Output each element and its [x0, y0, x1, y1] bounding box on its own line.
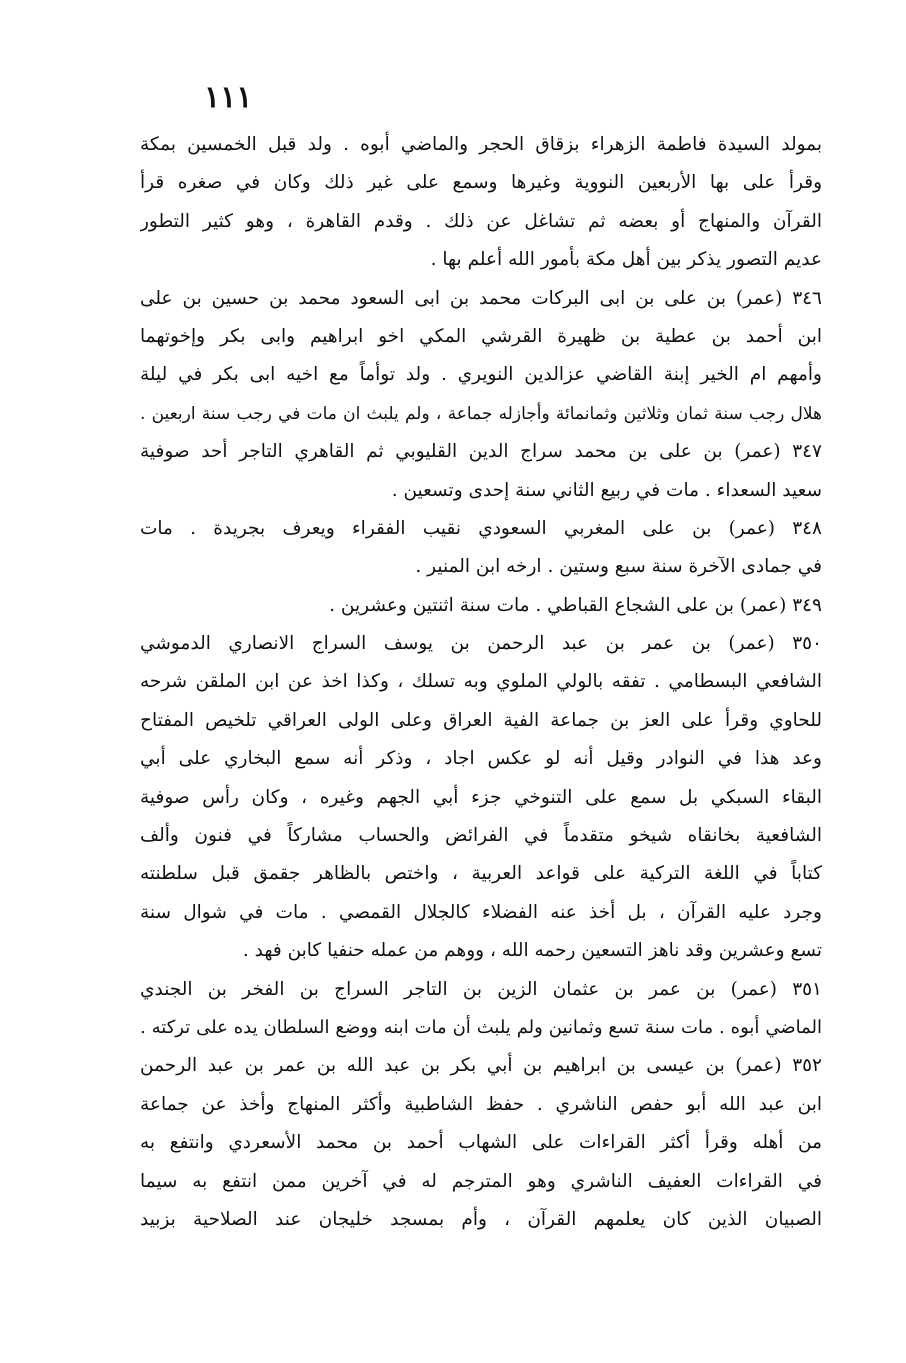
- text-line: الماضي أبوه . مات سنة تسع وثمانين ولم يلبث أن مات ابنه ووضع السلطان يده على تركته .: [140, 1016, 822, 1038]
- text-line: وعد هذا في النوادر وقيل أنه لو عكس اجاد ، وذكر أنه سمع البخاري على أبي: [140, 748, 822, 770]
- text-line: الشافعية بخانقاه شيخو متقدماً في الفرائض والحساب مشاركاً في فنون وألف: [140, 825, 822, 847]
- text-line: تسع وعشرين وقد ناهز التسعين رحمه الله ، ووهم من عمله حنفيا كابن فهد .: [242, 940, 822, 962]
- text-line: ٣٥٠ (عمر) بن عمر بن عبد الرحمن بن يوسف السراج الانصاري الدموشي: [140, 633, 822, 655]
- text-line: في جمادى الآخرة سنة سبع وستين . ارخه ابن المنير .: [415, 556, 822, 578]
- text-line: ابن أحمد بن عطية بن ظهيرة القرشي المكي اخو ابراهيم وابى بكر وإخوتهما: [140, 325, 822, 347]
- text-line: بمولد السيدة فاطمة الزهراء بزقاق الحجر والماضي أبوه . ولد قبل الخمسين بمكة: [140, 134, 822, 155]
- body-text: [140, 126, 822, 1239]
- text-line: وقرأ على بها الأربعين النووية وغيرها وسمع على غير ذلك وكان في صغره قرأ: [140, 172, 822, 194]
- text-line: عديم التصور يذكر بين أهل مكة بأمور الله أعلم بها .: [430, 249, 822, 271]
- text-line: الصبيان الذين كان يعلمهم القرآن ، وأم بمسجد خليجان عند الصلاحية بزبيد: [140, 1208, 822, 1230]
- text-line: سعيد السعداء . مات في ربيع الثاني سنة إحدى وتسعين .: [391, 479, 822, 501]
- text-line: ابن عبد الله أبو حفص الناشري . حفظ الشاطبية وأكثر المنهاج وأخذ عن جماعة: [140, 1093, 822, 1115]
- text-line: البقاء السبكي بل سمع على التنوخي جزء أبي الجهم وغيره ، وكان رأس صوفية: [140, 786, 822, 808]
- text-line: ٣٤٦ (عمر) بن على بن ابى البركات محمد بن ابى السعود محمد بن حسين بن على: [140, 287, 822, 309]
- text-line: القرآن والمنهاج أو بعضه ثم تشاغل عن ذلك . وقدم القاهرة ، وهو كثير التطور: [140, 210, 822, 232]
- page-number: ١١١: [204, 80, 253, 115]
- text-line: ٣٥١ (عمر) بن عمر بن عثمان الزين بن التاجر السراج بن الفخر بن الجندي: [140, 978, 822, 1000]
- text-line: الشافعي البسطامي . تفقه بالولي الملوي وبه تسلك ، وكذا اخذ عن ابن الملقن شرحه: [140, 671, 822, 693]
- text-line: في القراءات العفيف الناشري وهو المترجم له في آخرين ممن انتفع به سيما: [140, 1170, 822, 1192]
- text-line: من أهله وقرأ أكثر القراءات على الشهاب أحمد بن محمد الأسعردي وانتفع به: [140, 1132, 822, 1154]
- text-line: وجرد عليه القرآن ، بل أخذ عنه الفضلاء كالجلال القمصي . مات في شوال سنة: [140, 901, 822, 923]
- text-line: ٣٤٨ (عمر) بن على المغربي السعودي نقيب الفقراء ويعرف بجريدة . مات: [140, 517, 822, 539]
- text-line: للحاوي وقرأ على العز بن جماعة الفية العراق وعلى الولى العراقي تلخيص المفتاح: [140, 709, 822, 731]
- text-line: هلال رجب سنة ثمان وثلاثين وثمانمائة وأجازله جماعة ، ولم يلبث ان مات في رجب سنة اربعين .: [140, 403, 822, 424]
- text-line: كتاباً في اللغة التركية على قواعد العربية ، واختص بالظاهر جقمق قبل سلطنته: [140, 863, 822, 885]
- text-line: ٣٤٩ (عمر) بن على الشجاع القباطي . مات سنة اثنتين وعشرين .: [329, 594, 822, 616]
- text-line: ٣٥٢ (عمر) بن عيسى بن ابراهيم بن أبي بكر بن عبد الله بن عمر بن عبد الرحمن: [140, 1055, 822, 1077]
- text-line: وأمهم ام الخير إبنة القاضي عزالدين النويري . ولد توأماً مع اخيه ابى بكر في ليلة: [140, 364, 822, 386]
- text-line: ٣٤٧ (عمر) بن على بن محمد سراج الدين القليوبي ثم القاهري التاجر أحد صوفية: [140, 441, 822, 463]
